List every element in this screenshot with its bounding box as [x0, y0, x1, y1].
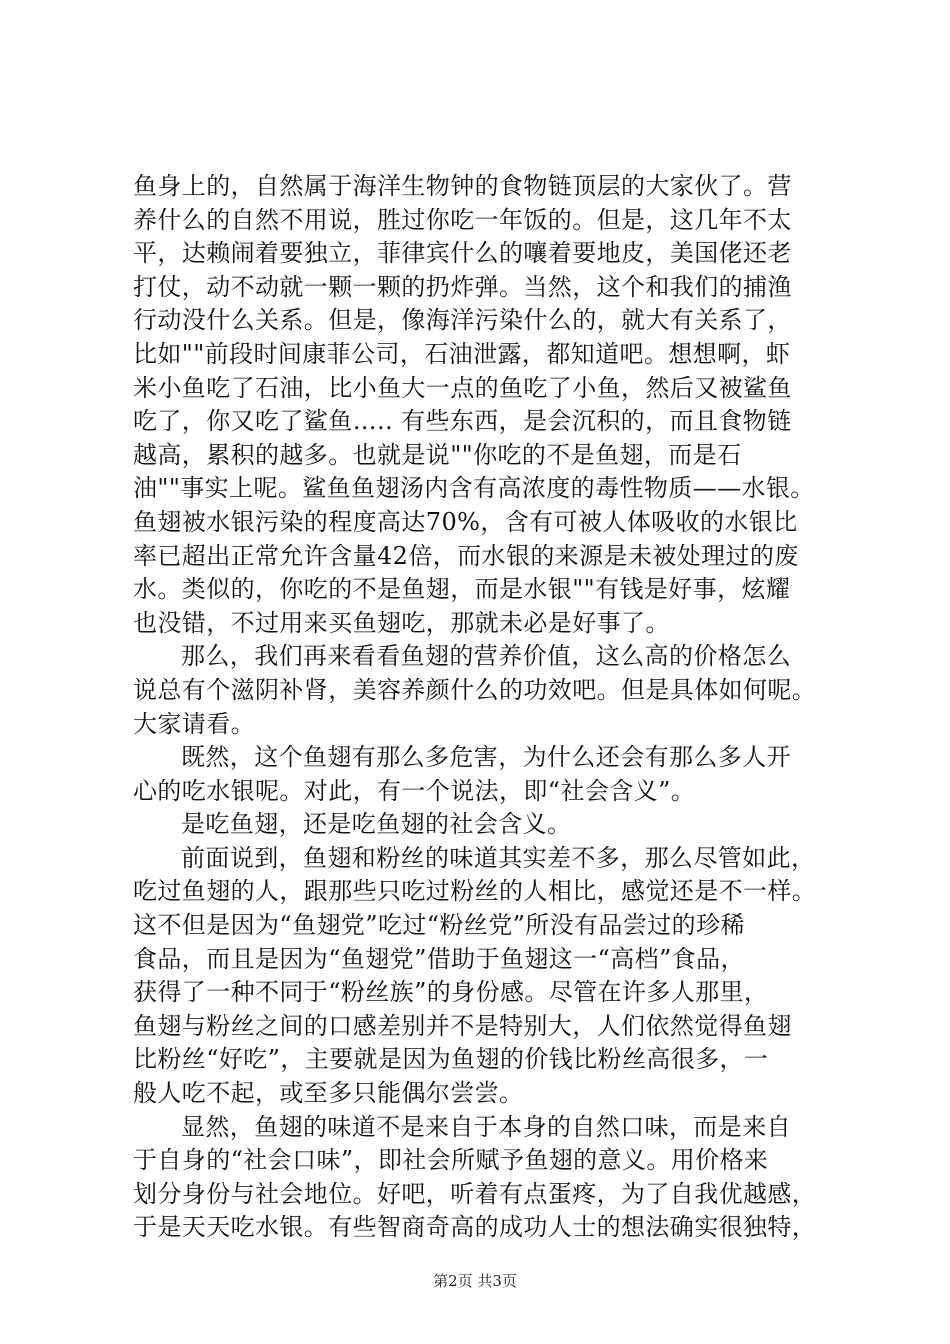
- text-line: 心的吃水银呢。对此，有一个说法，即“社会含义”。: [133, 776, 696, 805]
- text-line: 水。类似的，你吃的不是鱼翅，而是水银""有钱是好事，炫耀: [133, 575, 791, 604]
- text-line: 说总有个滋阴补肾，美容养颜什么的功效吧。但是具体如何呢。: [133, 675, 817, 704]
- text-line: 大家请看。: [133, 709, 255, 738]
- text-line: 率已超出正常允许含量42倍，而水银的来源是未被处理过的废: [133, 541, 799, 570]
- text-line: 鱼身上的，自然属于海洋生物钟的食物链顶层的大家伙了。营: [133, 172, 792, 200]
- text-line: 食品，而且是因为“鱼翅党”借助于鱼翅这一“高档”食品，: [133, 944, 745, 973]
- text-line: 打仗，动不动就一颗一颗的扔炸弹。当然，这个和我们的捕渔: [133, 272, 792, 301]
- text-line: 平，达赖闹着要独立，菲律宾什么的嚷着要地皮，美国佬还老: [133, 239, 792, 268]
- text-line: 般人吃不起，或至多只能偶尔尝尝。: [133, 1079, 524, 1108]
- text-line: 养什么的自然不用说，胜过你吃一年饭的。但是，这几年不太: [133, 205, 792, 234]
- text-line: 比粉丝“好吃”，主要就是因为鱼翅的价钱比粉丝高很多，一: [133, 1045, 769, 1074]
- text-line: 这不但是因为“鱼翅党”吃过“粉丝党”所没有品尝过的珍稀: [133, 911, 745, 940]
- text-line: 前面说到，鱼翅和粉丝的味道其实差不多，那么尽管如此，: [181, 843, 816, 872]
- body-text: [133, 170, 853, 1245]
- text-line: 吃了，你又吃了鲨鱼….. 有些东西，是会沉积的，而且食物链: [133, 407, 792, 436]
- page-footer: 第2页 共3页: [433, 1272, 517, 1290]
- text-line: 获得了一种不同于“粉丝族”的身份感。尽管在许多人那里，: [133, 978, 769, 1007]
- text-line: 显然，鱼翅的味道不是来自于本身的自然口味，而是来自: [181, 1112, 791, 1141]
- text-line: 既然，这个鱼翅有那么多危害，为什么还会有那么多人开: [181, 743, 791, 772]
- text-line: 鱼翅被水银污染的程度高达70%，含有可被人体吸收的水银比: [133, 507, 798, 536]
- text-line: 那么，我们再来看看鱼翅的营养价值，这么高的价格怎么: [181, 642, 791, 671]
- text-line: 也没错，不过用来买鱼翅吃，那就未必是好事了。: [133, 608, 670, 637]
- text-line: 于自身的“社会口味”，即社会所赋予鱼翅的意义。用价格来: [133, 1146, 769, 1175]
- text-line: 行动没什么关系。但是，像海洋污染什么的，就大有关系了，: [133, 306, 792, 335]
- text-line: 划分身份与社会地位。好吧，听着有点蛋疼，为了自我优越感，: [133, 1179, 817, 1208]
- text-line: 于是天天吃水银。有些智商奇高的成功人士的想法确实很独特，: [133, 1213, 817, 1242]
- text-line: 吃过鱼翅的人，跟那些只吃过粉丝的人相比，感觉还是不一样。: [133, 877, 817, 906]
- text-line: 是吃鱼翅，还是吃鱼翅的社会含义。: [181, 810, 572, 839]
- text-line: 米小鱼吃了石油，比小鱼大一点的鱼吃了小鱼，然后又被鲨鱼: [133, 373, 792, 402]
- text-line: 越高，累积的越多。也就是说""你吃的不是鱼翅，而是石: [133, 440, 742, 469]
- text-line: 鱼翅与粉丝之间的口感差别并不是特别大，人们依然觉得鱼翅: [133, 1011, 792, 1040]
- text-line: 比如""前段时间康菲公司，石油泄露，都知道吧。想想啊，虾: [133, 339, 791, 368]
- text-line: 油""事实上呢。鲨鱼鱼翅汤内含有高浓度的毒性物质——水银。: [133, 474, 815, 503]
